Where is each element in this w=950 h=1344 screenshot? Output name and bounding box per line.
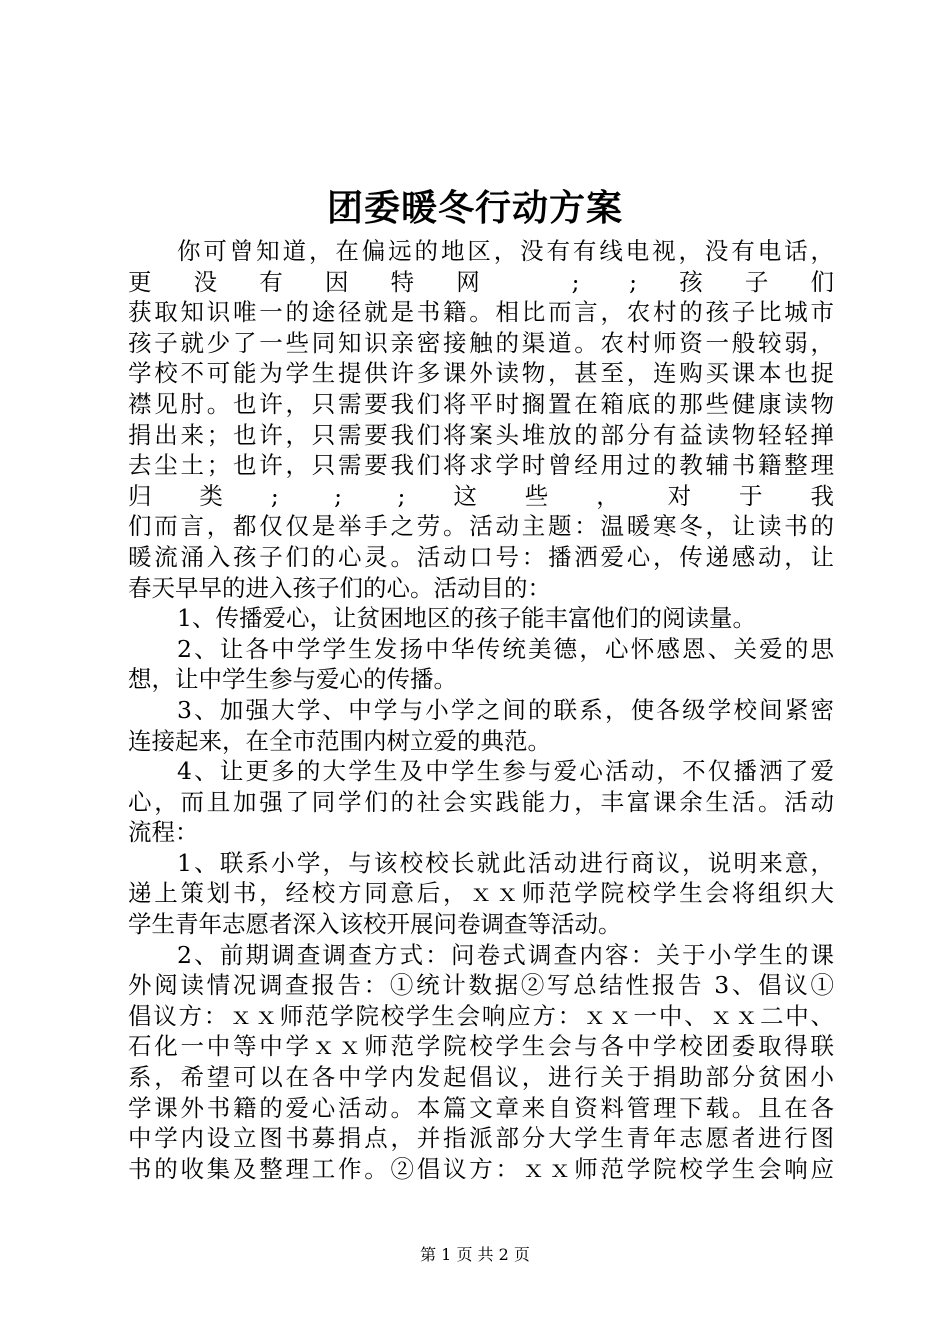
body-text-line: 中学内设立图书募捐点，并指派部分大学生青年志愿者进行图 — [128, 1124, 834, 1153]
body-text-line: 春天早早的进入孩子们的心。活动目的： — [128, 573, 551, 602]
body-text-line: 书的收集及整理工作。②倡议方：ｘｘ师范学院校学生会响应 — [128, 1154, 834, 1183]
body-text-line: 外阅读情况调查报告：①统计数据②写总结性报告 3、倡议① — [128, 971, 834, 1000]
body-text-line: 暖流涌入孩子们的心灵。活动口号：播洒爱心，传递感动，让 — [128, 542, 834, 571]
body-text-line: 你可曾知道，在偏远的地区，没有有线电视，没有电话， — [177, 237, 834, 265]
body-text-line: 捐出来；也许，只需要我们将案头堆放的部分有益读物轻轻掸 — [128, 420, 834, 449]
body-text-line: 想，让中学生参与爱心的传播。 — [128, 665, 457, 694]
body-text-line: 去尘土；也许，只需要我们将求学时曾经用过的教辅书籍整理 — [128, 451, 834, 480]
body-text-line: 学生青年志愿者深入该校开展问卷调查等活动。 — [128, 910, 622, 939]
body-text-line: 1、联系小学，与该校校长就此活动进行商议，说明来意， — [177, 848, 834, 877]
body-text-line: 系，希望可以在各中学内发起倡议，进行关于捐助部分贫困小 — [128, 1063, 834, 1092]
body-text-line: 心，而且加强了同学们的社会实践能力，丰富课余生活。活动 — [128, 787, 834, 816]
body-text-line: 2、前期调查调查方式：问卷式调查内容：关于小学生的课 — [177, 940, 834, 969]
body-text-line: 4、让更多的大学生及中学生参与爱心活动，不仅播洒了爱 — [177, 757, 834, 786]
body-text-line: 倡议方：ｘｘ师范学院校学生会响应方：ｘｘ一中、ｘｘ二中、 — [128, 1001, 834, 1030]
body-text-line: 连接起来，在全市范围内树立爱的典范。 — [128, 726, 551, 755]
body-text-line: 递上策划书，经校方同意后，ｘｘ师范学院校学生会将组织大 — [128, 879, 834, 908]
body-text-line: 石化一中等中学ｘｘ师范学院校学生会与各中学校团委取得联 — [128, 1032, 834, 1061]
body-text-line: 获取知识唯一的途径就是书籍。相比而言，农村的孩子比城市 — [128, 298, 834, 327]
body-text-line: 流程： — [128, 818, 199, 847]
body-text-line: 归类; ; ;这些，对于我 — [128, 481, 834, 510]
document-title: 团委暖冬行动方案 — [326, 187, 623, 229]
body-text-line: 襟见肘。也许，只需要我们将平时搁置在箱底的那些健康读物 — [128, 389, 834, 418]
body-text-line: 3、加强大学、中学与小学之间的联系，使各级学校间紧密 — [177, 695, 834, 724]
body-text-line: 2、让各中学学生发扬中华传统美德，心怀感恩、关爱的思 — [177, 634, 834, 663]
document-body — [128, 236, 834, 1184]
body-text-line: 们而言，都仅仅是举手之劳。活动主题：温暖寒冬，让读书的 — [128, 512, 834, 541]
page-footer: 第 1 页 共 2 页 — [420, 1245, 530, 1264]
body-text-line: 更没有因特网 ; ;孩子们 — [128, 267, 834, 296]
body-text-line: 学校不可能为学生提供许多课外读物，甚至，连购买课本也捉 — [128, 359, 834, 388]
body-text-line: 学课外书籍的爱心活动。本篇文章来自资料管理下载。且在各 — [128, 1093, 834, 1122]
body-text-line: 1、传播爱心，让贫困地区的孩子能丰富他们的阅读量。 — [177, 604, 756, 633]
body-text-line: 孩子就少了一些同知识亲密接触的渠道。农村师资一般较弱， — [128, 328, 834, 357]
